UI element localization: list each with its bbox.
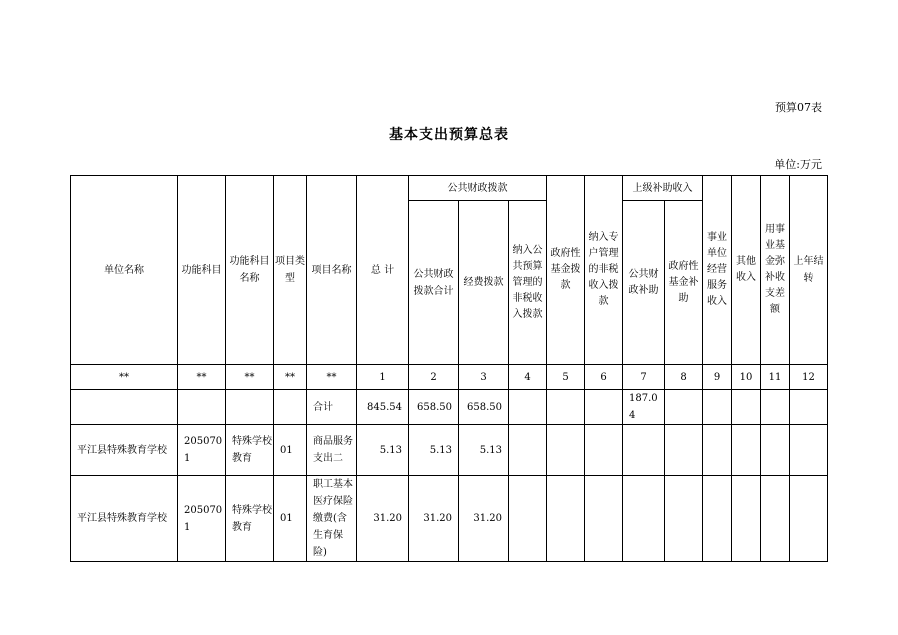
header-non-tax-special: 纳入专户管理的非税收入拨款 <box>585 176 623 365</box>
cell-type <box>274 390 307 425</box>
index-row <box>71 365 828 390</box>
table-row <box>71 476 828 562</box>
cell-funding: 31.20 <box>459 476 509 562</box>
table-row <box>71 425 828 476</box>
cell-c6 <box>585 476 623 562</box>
index-cell: 2 <box>409 365 459 390</box>
cell-c6 <box>585 390 623 425</box>
cell-c7: 187.04 <box>623 390 665 425</box>
cell-c5 <box>547 390 585 425</box>
cell-func-name <box>226 390 274 425</box>
header-other-income: 其他收入 <box>732 176 761 365</box>
cell-c12 <box>790 476 828 562</box>
cell-c11 <box>761 390 790 425</box>
cell-project: 合计 <box>307 390 357 425</box>
cell-c4 <box>509 390 547 425</box>
cell-c8 <box>665 425 703 476</box>
index-cell: 10 <box>732 365 761 390</box>
cell-pf-total: 658.50 <box>409 390 459 425</box>
index-cell: 4 <box>509 365 547 390</box>
header-func-subject-name: 功能科目名称 <box>226 176 274 365</box>
cell-c9 <box>703 390 732 425</box>
index-cell: 9 <box>703 365 732 390</box>
index-cell: 1 <box>357 365 409 390</box>
header-unit-name: 单位名称 <box>71 176 178 365</box>
header-funding: 经费拨款 <box>459 201 509 365</box>
cell-c11 <box>761 476 790 562</box>
header-total: 总 计 <box>357 176 409 365</box>
cell-code: 2050701 <box>178 476 226 562</box>
cell-total: 845.54 <box>357 390 409 425</box>
cell-c10 <box>732 390 761 425</box>
header-gov-fund-subsidy: 政府性基金补助 <box>665 201 703 365</box>
header-fund-balance: 用事业基金弥补收支差额 <box>761 176 790 365</box>
cell-c9 <box>703 425 732 476</box>
header-superior-subsidy: 上级补助收入 <box>623 176 703 201</box>
index-cell: 3 <box>459 365 509 390</box>
cell-project: 职工基本医疗保险缴费(含生育保险) <box>307 476 357 562</box>
header-last-year: 上年结转 <box>790 176 828 365</box>
index-cell: ** <box>178 365 226 390</box>
index-cell: 12 <box>790 365 828 390</box>
unit-label: 单位:万元 <box>774 158 822 171</box>
cell-type: 01 <box>274 425 307 476</box>
cell-code <box>178 390 226 425</box>
index-cell: ** <box>71 365 178 390</box>
header-non-tax-public: 纳入公共预算管理的非税收入拨款 <box>509 201 547 365</box>
header-public-finance-subsidy: 公共财政补助 <box>623 201 665 365</box>
index-cell: ** <box>226 365 274 390</box>
index-cell: ** <box>274 365 307 390</box>
index-cell: 11 <box>761 365 790 390</box>
cell-c11 <box>761 425 790 476</box>
cell-c4 <box>509 476 547 562</box>
header-public-finance-total: 公共财政拨款合计 <box>409 201 459 365</box>
cell-c12 <box>790 390 828 425</box>
form-number: 预算07表 <box>775 101 822 114</box>
index-cell: 7 <box>623 365 665 390</box>
cell-unit: 平江县特殊教育学校 <box>71 425 178 476</box>
cell-total: 5.13 <box>357 425 409 476</box>
cell-type: 01 <box>274 476 307 562</box>
header-gov-fund: 政府性基金拨款 <box>547 176 585 365</box>
header-project-name: 项目名称 <box>307 176 357 365</box>
cell-c7 <box>623 425 665 476</box>
cell-c9 <box>703 476 732 562</box>
header-business-income: 事业单位经营服务收入 <box>703 176 732 365</box>
cell-c10 <box>732 425 761 476</box>
cell-funding: 5.13 <box>459 425 509 476</box>
cell-c10 <box>732 476 761 562</box>
index-cell: 6 <box>585 365 623 390</box>
index-cell: 8 <box>665 365 703 390</box>
cell-c5 <box>547 425 585 476</box>
cell-c8 <box>665 476 703 562</box>
header-public-finance: 公共财政拨款 <box>409 176 547 201</box>
cell-c4 <box>509 425 547 476</box>
cell-project: 商品服务支出二 <box>307 425 357 476</box>
header-func-subject: 功能科目 <box>178 176 226 365</box>
header-project-type: 项目类型 <box>274 176 307 365</box>
cell-code: 2050701 <box>178 425 226 476</box>
cell-c6 <box>585 425 623 476</box>
cell-pf-total: 31.20 <box>409 476 459 562</box>
cell-pf-total: 5.13 <box>409 425 459 476</box>
index-cell: 5 <box>547 365 585 390</box>
budget-table <box>70 175 828 562</box>
cell-c7 <box>623 476 665 562</box>
cell-total: 31.20 <box>357 476 409 562</box>
index-cell: ** <box>307 365 357 390</box>
cell-c12 <box>790 425 828 476</box>
cell-func-name: 特殊学校教育 <box>226 476 274 562</box>
cell-c8 <box>665 390 703 425</box>
cell-c5 <box>547 476 585 562</box>
table-row <box>71 390 828 425</box>
cell-funding: 658.50 <box>459 390 509 425</box>
cell-unit <box>71 390 178 425</box>
cell-func-name: 特殊学校教育 <box>226 425 274 476</box>
page-title: 基本支出预算总表 <box>389 127 509 143</box>
cell-unit: 平江县特殊教育学校 <box>71 476 178 562</box>
